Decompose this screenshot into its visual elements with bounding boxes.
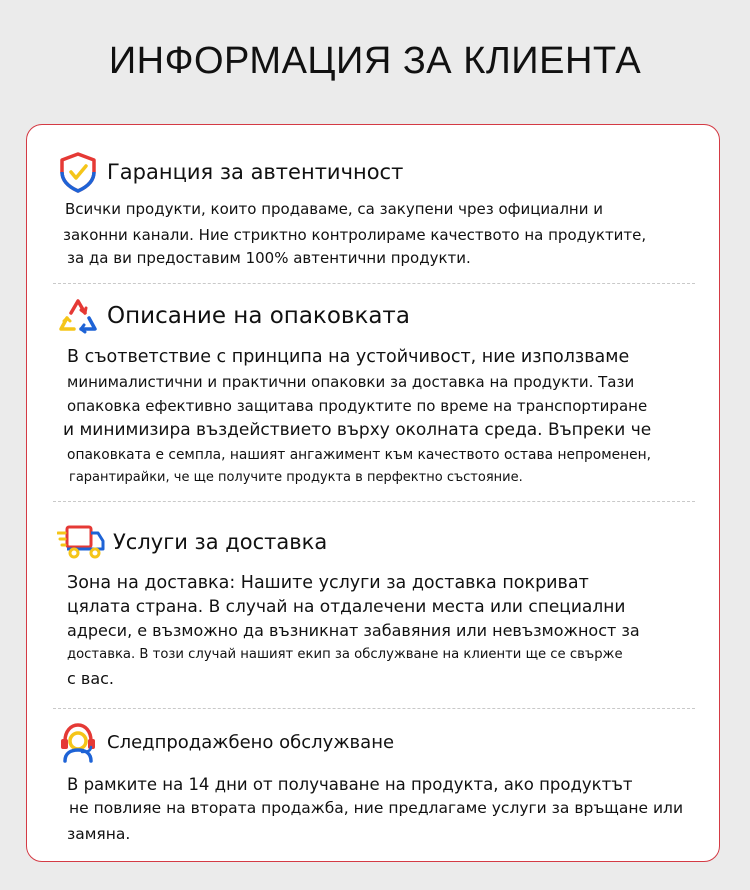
shield-check-icon bbox=[57, 151, 99, 193]
section-title: Гаранция за автентичност bbox=[107, 160, 404, 184]
section-text-line: Зона на доставка: Нашите услуги за доставка покриват bbox=[67, 573, 589, 593]
section-text-line: опаковка ефективно защитава продуктите по време на транспортиране bbox=[67, 397, 648, 415]
section-title: Следпродажбено обслужване bbox=[107, 731, 395, 753]
section-text-line: замяна. bbox=[67, 825, 131, 843]
divider bbox=[53, 283, 695, 284]
recycle-icon bbox=[57, 295, 99, 337]
section-authenticity-header bbox=[57, 151, 403, 193]
section-after-sales-header bbox=[57, 721, 394, 763]
divider bbox=[53, 708, 695, 709]
section-text-line: законни канали. Ние стриктно контролираме качеството на продуктите, bbox=[63, 226, 647, 244]
section-text-line: гарантирайки, че ще получите продукта в перфектно състояние. bbox=[69, 470, 523, 485]
headset-agent-icon bbox=[57, 721, 99, 763]
section-text-line: В рамките на 14 дни от получаване на продукта, ако продуктът bbox=[67, 775, 633, 794]
section-delivery-header bbox=[57, 521, 327, 563]
section-packaging-header bbox=[57, 295, 410, 337]
divider bbox=[53, 501, 695, 502]
section-text-line: цялата страна. В случай на отдалечени места или специални bbox=[67, 597, 626, 617]
section-text-line: адреси, е възможно да възникнат забавяния или невъзможност за bbox=[67, 621, 640, 640]
section-text-line: не повлияе на втората продажба, ние предлагаме услуги за връщане или bbox=[69, 799, 684, 817]
delivery-truck-icon bbox=[57, 521, 105, 563]
section-text-line: В съответствие с принципа на устойчивост, ние използваме bbox=[67, 347, 630, 367]
section-text-line: минималистични и практични опаковки за доставка на продукти. Тази bbox=[67, 373, 635, 391]
section-text-line: с вас. bbox=[67, 669, 114, 688]
section-text-line: опаковката е семпла, нашият ангажимент към качеството остава непроменен, bbox=[67, 447, 652, 463]
section-title: Описание на опаковката bbox=[107, 303, 410, 329]
section-text-line: и минимизира въздействието върху околната среда. Въпреки че bbox=[63, 420, 652, 440]
section-title: Услуги за доставка bbox=[113, 530, 328, 554]
section-text-line: доставка. В този случай нашият екип за обслужване на клиенти ще се свърже bbox=[67, 647, 623, 662]
section-text-line: за да ви предоставим 100% автентични продукти. bbox=[67, 249, 471, 267]
page-title: ИНФОРМАЦИЯ ЗА КЛИЕНТА bbox=[108, 40, 642, 82]
customer-info-card bbox=[26, 124, 720, 862]
section-text-line: Всички продукти, които продаваме, са закупени чрез официални и bbox=[65, 200, 604, 218]
